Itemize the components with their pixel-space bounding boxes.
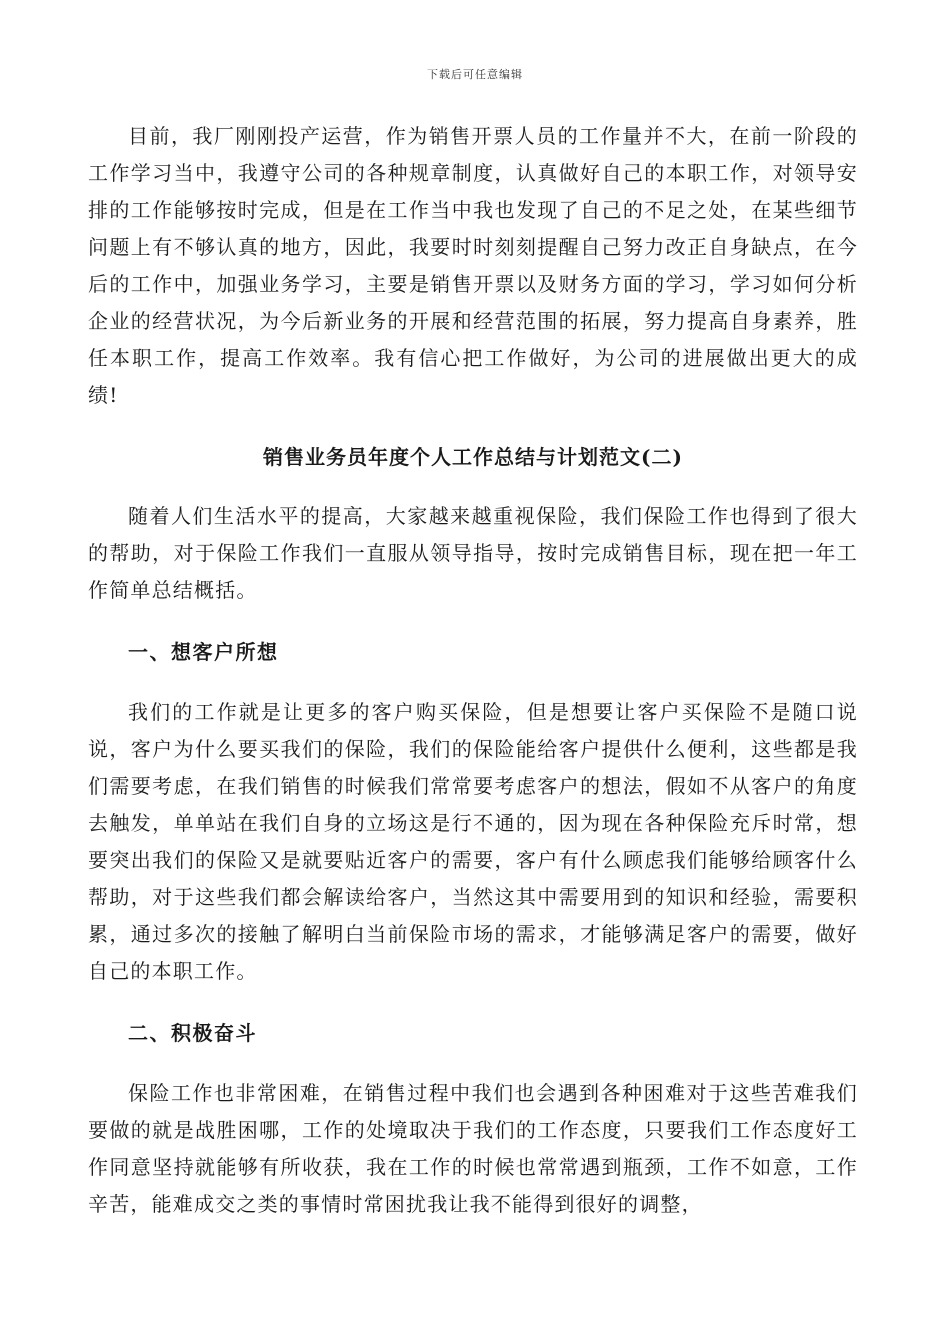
header-note: 下载后可任意编辑 [427,68,523,81]
document-body [88,118,858,1223]
intro-paragraph: 目前，我厂刚刚投产运营，作为销售开票人员的工作量并不大，在前一阶段的工作学习当中，我遵守公司的各种规章制度，认真做好自己的本职工作，对领导安排的工作能够按时完成，但是在工作当中我也发现了自己的不足之处，在某些细节问题上有不够认真的地方，因此，我要时时刻刻提醒自己努力改正自身缺点，在今后的工作中，加强业务学习，主要是销售开票以及财务方面的学习，学习如何分析企业的经营状况，为今后新业务的开展和经营范围的拓展，努力提高自身素养，胜任本职工作，提高工作效率。我有信心把工作做好，为公司的进展做出更大的成绩! [88,124,858,407]
opening-paragraph: 随着人们生活水平的提高，大家越来越重视保险，我们保险工作也得到了很大的帮助，对于保险工作我们一直服从领导指导，按时完成销售目标，现在把一年工作简单总结概括。 [88,504,858,602]
article-title: 销售业务员年度个人工作总结与计划范文(二) [263,445,683,469]
section-body-1: 我们的工作就是让更多的客户购买保险，但是想要让客户买保险不是随口说说，客户为什么要买我们的保险，我们的保险能给客户提供什么便利，这些都是我们需要考虑，在我们销售的时候我们常常要考虑客户的想法，假如不从客户的角度去触发，单单站在我们自身的立场这是行不通的，因为现在各种保险充斥时常，想要突出我们的保险又是就要贴近客户的需要，客户有什么顾虑我们能够给顾客什么帮助，对于这些我们都会解读给客户，当然这其中需要用到的知识和经验，需要积累，通过多次的接触了解明白当前保险市场的需求，才能够满足客户的需要，做好自己的本职工作。 [88,700,858,983]
section-heading-2: 二、积极奋斗 [128,1021,257,1045]
section-heading-1: 一、想客户所想 [128,640,279,664]
section-body-2: 保险工作也非常困难，在销售过程中我们也会遇到各种困难对于这些苦难我们要做的就是战胜困哪，工作的处境取决于我们的工作态度，只要我们工作态度好工作同意坚持就能够有所收获，我在工作的时候也常常遇到瓶颈，工作不如意，工作辛苦，能难成交之类的事情时常困扰我让我不能得到很好的调整， [88,1081,858,1216]
